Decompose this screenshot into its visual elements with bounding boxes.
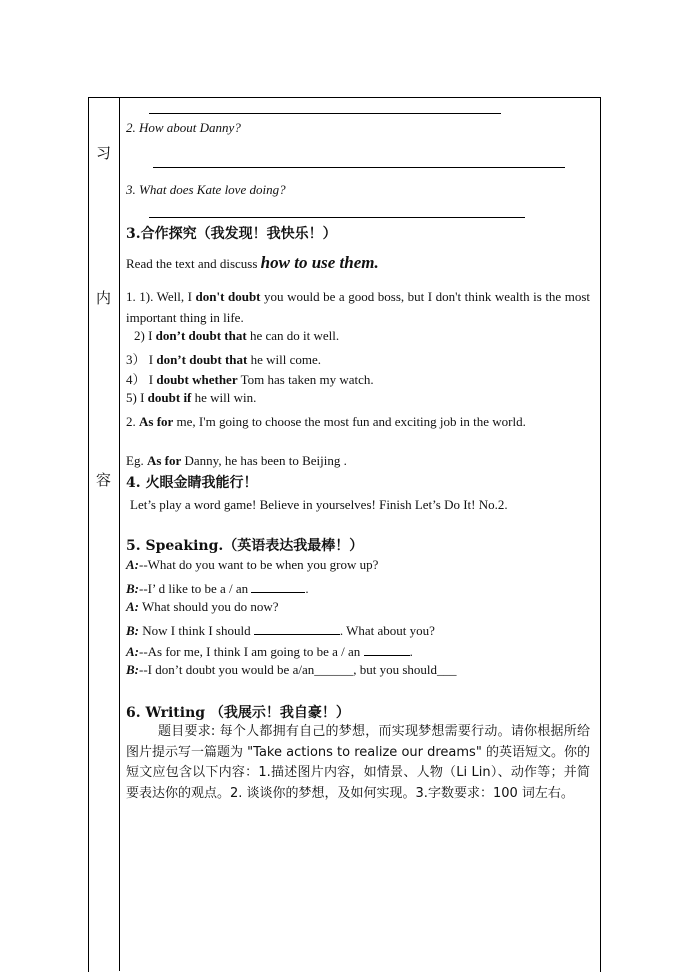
example-2-eg bbox=[126, 453, 347, 469]
side-label-2: 内 bbox=[96, 289, 112, 307]
ex1b-num: 2) I bbox=[134, 328, 156, 343]
section-3-heading: 3.合作探究（我发现！我快乐！） bbox=[126, 226, 337, 242]
ex1e-num: 5) I bbox=[126, 390, 148, 405]
blank-3[interactable] bbox=[364, 641, 410, 656]
eg-post: Danny, he has been to Beijing . bbox=[181, 453, 347, 468]
ex1a-post: you would be a good boss, but I don't think wealth is the most important thing in life. bbox=[126, 289, 591, 325]
question-3: 3. What does Kate love doing? bbox=[126, 182, 286, 197]
read-prefix: Read the text and discuss bbox=[126, 256, 258, 271]
dialog-line-2: B:--I’ d like to be a / an . bbox=[126, 578, 309, 597]
dialog-text-2: --I’ d like to be a / an bbox=[139, 581, 249, 596]
blank-2[interactable] bbox=[254, 620, 340, 635]
ex1c-post: he will come. bbox=[247, 352, 322, 367]
section-5-heading: 5. Speaking.（英语表达我最棒！） bbox=[126, 538, 364, 554]
ex1e-bold: doubt if bbox=[147, 390, 192, 405]
ex1a-pre: 1. 1). Well, I bbox=[126, 289, 196, 304]
dialog-line-6 bbox=[126, 662, 457, 678]
speaker-b: B: bbox=[126, 581, 139, 596]
example-2 bbox=[126, 411, 590, 432]
dialog-tail-4: . What about you? bbox=[339, 623, 435, 638]
dialog-text-1: --What do you want to be when you grow up? bbox=[139, 557, 379, 572]
dialog-line-3 bbox=[126, 599, 279, 615]
blank-1[interactable] bbox=[251, 578, 305, 593]
eg-pre: Eg. bbox=[126, 453, 147, 468]
ex1e-post: he will win. bbox=[191, 390, 257, 405]
section-6-heading: 6. Writing （我展示！我自豪！） bbox=[126, 705, 350, 721]
ex1a-bold: don't doubt bbox=[195, 289, 261, 304]
ex1c-bold: don’t doubt that bbox=[156, 352, 248, 367]
column-divider bbox=[119, 97, 120, 971]
section-6-text: 题目要求: 每个人都拥有自己的梦想，而实现梦想需要行动。请你根据所给图片提示写一篇题为 "Take actions to realize our dreams" 的英语短文。你的短文应包含以下内容：1.描述图片内容，如情景、人物（Li Lin）、动作等；并简要表达你的观点。2. 谈谈你的梦想，及如何实现。3.字数要求：100 词左右。 bbox=[126, 724, 590, 801]
side-label-1: 习 bbox=[96, 144, 112, 162]
dialog-line-5: A:--As for me, I think I am going to be a / an . bbox=[126, 641, 413, 660]
ex1d-num: 4） I bbox=[126, 372, 157, 387]
ex2-bold: As for bbox=[139, 414, 174, 429]
dialog-line-1 bbox=[126, 557, 378, 573]
dialog-text-5: --As for me, I think I am going to be a / an bbox=[139, 644, 361, 659]
speaker-b: B: bbox=[126, 623, 139, 638]
side-label-3: 容 bbox=[96, 471, 112, 489]
ex1b-post: he can do it well. bbox=[246, 328, 340, 343]
ex1c-num: 3） I bbox=[126, 352, 157, 367]
ex1d-bold: doubt whether bbox=[156, 372, 238, 387]
example-1e bbox=[126, 390, 256, 406]
ex2-pre: 2. bbox=[126, 414, 139, 429]
ex2-post: me, I'm going to choose the most fun and exciting job in the world. bbox=[173, 414, 526, 429]
speaker-a: A: bbox=[126, 557, 139, 572]
answer-line-1[interactable] bbox=[149, 113, 501, 114]
dialog-text-6: --I don’t doubt you would be a/an______, but you should___ bbox=[139, 662, 457, 677]
speaker-a: A: bbox=[126, 599, 139, 614]
question-2: 2. How about Danny? bbox=[126, 120, 241, 135]
example-1c bbox=[126, 349, 321, 368]
answer-line-2[interactable] bbox=[153, 167, 565, 168]
dialog-line-4 bbox=[126, 620, 435, 639]
section-4-text: Let’s play a word game! Believe in yourselves! Finish Let’s Do It! No.2. bbox=[130, 497, 508, 512]
ex1d-post: Tom has taken my watch. bbox=[237, 372, 374, 387]
speaker-a: A: bbox=[126, 644, 139, 659]
section-4-heading: 4. 火眼金睛我能行！ bbox=[126, 475, 258, 491]
dialog-text-3: What should you do now? bbox=[142, 599, 279, 614]
read-discuss-line bbox=[126, 253, 379, 273]
read-emphasis: how to use them. bbox=[260, 253, 379, 272]
speaker-b: B: bbox=[126, 662, 139, 677]
ex1b-bold: don’t doubt that bbox=[155, 328, 247, 343]
example-1a bbox=[126, 286, 590, 328]
eg-bold: As for bbox=[146, 453, 182, 468]
answer-line-3[interactable] bbox=[149, 217, 525, 218]
example-1d bbox=[126, 369, 374, 388]
dialog-text-4: Now I think I should bbox=[142, 623, 251, 638]
example-1b bbox=[134, 328, 339, 344]
